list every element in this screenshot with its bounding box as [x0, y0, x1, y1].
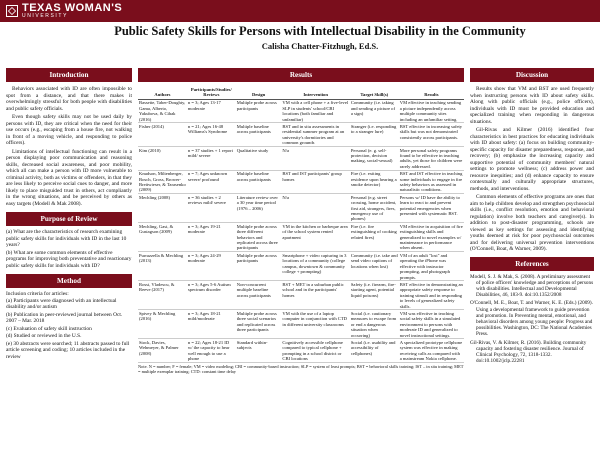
university-logo — [6, 3, 122, 19]
table-cell: Multiple probe across participants — [236, 252, 282, 281]
references-list — [470, 274, 594, 365]
intro-heading: Introduction — [6, 68, 132, 82]
table-cell: VM effective in teaching sending a picture independently across multiple community sites including an unfamiliar setting. — [399, 99, 464, 123]
table-cell: VM with the use of a laptop computer in conjunction with CTD in different university classrooms — [281, 310, 349, 339]
table-cell: Fire (i.e. fire extinguishing of cooking related fires) — [350, 223, 399, 252]
method-item: (e) 30 abstracts were searched; 11 abstracts passed to full article screening and coding; 10 articles included in the review — [6, 340, 130, 360]
table-cell: Persons w/ ID have the ability to learn to react to and prevent potential emergencies when presented with systematic BST. — [399, 194, 464, 223]
seal-icon — [6, 5, 18, 17]
table-cell: Personal (e.g. street crossing, home accident, first aid, strangers, fires, emergency use of phones) — [350, 194, 399, 223]
table-cell: Purrazzella & Mechling (2013) — [138, 252, 187, 281]
table-cell: Spivey & Mechling (2016) — [138, 310, 187, 339]
table-row — [138, 123, 464, 147]
table-cell: More personal safety programs found to be effective in teaching adults, yet those for children were rarely addressed. — [399, 147, 463, 169]
table-body — [138, 99, 464, 362]
table-cell: n = 3; Ages 13-17 moderate — [187, 99, 236, 123]
table-cell: Community (i.e. take and send video captions of locations when lost) — [350, 252, 399, 281]
purpose-list — [6, 229, 132, 269]
method-item: (b) Publication in peer-reviewed journal between Oct. 2007 – Mar. 2018 — [6, 311, 123, 324]
results-table — [138, 86, 464, 363]
table-cell: VM effective in acquisition of fire extinguishing skills and generalized to novel examples w/ maintenance in performance when absent. — [399, 223, 463, 251]
right-column — [470, 68, 594, 366]
header-bar — [0, 0, 600, 22]
column-header: Authors — [138, 86, 187, 99]
table-cell: BST + MET in a suburban public school and in the participants' homes — [281, 281, 349, 310]
logo-name: TEXAS WOMAN'S — [22, 2, 123, 14]
table-cell: Smartphone + video capturing in 3 locations of a community (college campus, downtown & community college + prompting) — [281, 252, 349, 281]
table-cell: Multiple baseline across participants — [236, 170, 282, 194]
table-cell: BST effective in demonstrating an appropriate safety response to training stimuli and in responding to levels of generalized safety skills. — [399, 281, 463, 309]
table-cell: Community (i.e. taking and sending a picture of a sign) — [350, 99, 399, 123]
table-cell: Safety (i.e. firearm, fire-starting agent, potential liquid poisons) — [350, 281, 399, 310]
table-cell: n = 22; Ages 18-21 ID w/ the capacity to hear well enough to use a phone — [187, 339, 236, 363]
table-cell: Fisher (2014) — [138, 123, 187, 147]
table-cell: Kim (2010) — [138, 147, 187, 171]
table-cell: Social (i.e. cautionary measures to escape from or end a dangerous situation when occurring) — [350, 310, 399, 339]
table-cell: Multiple probe across three different behaviors and replicated across three participants — [236, 223, 282, 252]
table-row — [138, 223, 464, 252]
column-header: Design — [236, 86, 282, 99]
table-cell: Stock, Davies, Wehmeyer, & Palmer (2008) — [138, 339, 187, 363]
table-cell: n = 37 studies + 1 report mild/ severe — [187, 147, 236, 171]
table-row — [138, 99, 464, 123]
table-cell: n = 7; Ages unknown severe/ profound — [187, 170, 236, 194]
method-item: (d) Studied or reviewed in the U.S. — [6, 333, 82, 339]
discussion-text — [470, 86, 594, 253]
purpose-item: (b) What are some common elements of effective programs for improving both preventative and reactionary public safety skills for individuals with ID? — [6, 249, 132, 269]
method-heading: Method — [6, 274, 132, 288]
table-cell: BST and in situ assessments in residential summer program at an university's dormitories and common grounds — [281, 123, 349, 147]
table-cell: Multiple probe across three social scenarios and replicated across three participants — [236, 310, 282, 339]
table-cell: N/a — [281, 194, 349, 223]
table-row — [138, 170, 464, 194]
table-cell: Fire (i.e. exiting residence upon hearing a smoke detector) — [350, 170, 399, 194]
purpose-heading: Purpose of Review — [6, 212, 132, 226]
table-cell: BST effective in increasing safety skills but was not demonstrated consistently across participants. — [399, 123, 464, 147]
table-cell: Knudson, Miltenberger, Bosch, Gross, Brower-Breitwieser, & Tarasenko (2009) — [139, 171, 186, 193]
table-cell: BST and IST participants' group homes — [281, 170, 349, 194]
results-heading: Results — [138, 68, 464, 82]
table-cell: Cognitively accessible cellphone compared to typical cellphone + prompting in a school district or CBI locations — [281, 339, 349, 363]
column-header: Target Skill(s) — [350, 86, 399, 99]
table-row — [138, 310, 464, 339]
table-cell: Bassette, Taber-Doughty, Gama, Alberto, Yakubova, & Cihak (2016) — [139, 100, 186, 122]
table-cell: n = 3; Ages 5-6 Autism spectrum disorder — [187, 281, 236, 310]
table-cell: VM was effective in teaching social safety skills in a simulated environment to persons with moderate ID and generalized to novel instructional settings. — [399, 310, 464, 339]
table-cell: N/a — [281, 147, 349, 171]
table-cell: VM of an adult "lost" and operating the iPhone was effective with instructor prompting, and photograph prompts. — [399, 252, 464, 281]
intro-paragraph: Even though safety skills may not be used daily by persons with ID, they are critical when the need for their use occurs (e.g., escaping from a house fire, not walking in front of a moving vehicle, and responding to police officers). — [6, 114, 132, 146]
table-row — [138, 339, 464, 363]
table-cell: VM with a cell phone + a five-level SLP in students' school/CBI locations (both familiar and unfamiliar) — [282, 100, 349, 122]
method-item: (c) Evaluation of safety skill instruction — [6, 325, 92, 332]
table-cell: A specialized prototype cellphone system was effective in making receiving calls as compared with a mainstream Nokia cellphone. — [399, 339, 463, 362]
intro-paragraph: Limitations of intellectual functioning can result in a person displaying poor communication and reasoning skills, decreased social awareness, and poor mobility, which all can make a person with ID more vulnerable to criminal activity, both as victims or offenders, in that they are less likely to perceive social cues to danger, and more likely to place misguided trust in others, act compliantly in the wrong situations, and be perceived by others as easy targets (Modell & Mak 2008). — [6, 148, 132, 207]
discussion-paragraph: Common elements of effective programs are ones that aim to help children develop and strengthen psychosocial skills (i.e., conflict resolution, emotion and behavioral regulation) involve both teachers and caregiver(s). In addition to post-disaster programming, schools are viewed as key settings for assessing and identifying youths deemed at risk for poor psychosocial outcomes and for delivering universal prevention interventions (O'Connell, Boat, & Warner, 2009). — [470, 194, 594, 252]
column-header: Participants/Studies/ Reviews — [187, 86, 236, 99]
table-cell: n = 36 studies + 2 reviews mild/ severe — [187, 194, 236, 223]
logo-sub: UNIVERSITY — [22, 13, 69, 19]
discussion-heading: Discussion — [470, 68, 594, 82]
table-cell: Literature review over a 30 year time period (1976 – 2006) — [236, 194, 282, 223]
table-cell: Personal (e. g. self-protection, decision making, social-sexual) — [350, 147, 399, 171]
reference-item: Modell, S. J. & Mak, S. (2008). A preliminary assessment of police officers' knowledge and perceptions of persons with disabilities. Intellectual and Developmental Disabilities, 46, 183-9. doi:10.1352/2008 — [470, 273, 594, 299]
poster-authors: Calisha Chatter-Fitzhugh, Ed.S. — [261, 41, 379, 51]
table-cell: Stranger (i.e. responding to a stranger lure) — [350, 123, 399, 147]
reference-item: O'Connell, M. E., Boat, T. and Warner, K. E. (Eds.) (2009). Using a developmental framework to guide prevention and promotion. In Preventing mental, emotional, and behavioral disorders among young people: Progress and possibilities. Washington, DC: The National Academies Press. — [470, 300, 593, 338]
poster-title: Public Safety Skills for Persons with Intellectual Disability in the Community — [114, 24, 526, 38]
table-cell: n = 3; Ages 24-29 moderate — [187, 252, 236, 281]
table-cell: Multiple baseline across participants — [236, 123, 282, 147]
table-note: Note. N = number; F = female; VM = video modeling; CBI = community-based instruction; SLP = system of least prompts; BST = behavioral skills training; IST – in situ training; MET = multiple exemplar training; CTD: constant time delay — [138, 364, 464, 375]
reference-item: Gil-Rivas, V. & Kilmer, R. (2016). Building community capacity and fostering disaster resilience. Journal of Clinical Psychology, 72, 1318-1332. doi:10.1002/jclp.22281 — [470, 339, 587, 365]
table-cell: VM in the kitchen or barbeque area of the school system rented apartment — [281, 223, 349, 252]
table-row — [138, 281, 464, 310]
discussion-paragraph: Results show that VM and BST are used frequently when instructing persons with ID about safety skills. Along with public officials (e.g., police officers), individuals with ID must be provided education and specialized training when responding in dangerous situations. — [470, 86, 594, 125]
intro-paragraph: Behaviors associated with ID are often impossible to spot from a distance, and that there makes it overwhelmingly stressful for both people with disabilities and public safety officials. — [6, 86, 132, 112]
table-cell: BST and IST effective in teaching some individuals to engage in fire safety behaviors as assessed in naturalistic conditions. — [399, 171, 463, 193]
references-heading: References — [470, 257, 594, 271]
table-row — [138, 252, 464, 281]
table-cell: Rossi, Vladescu, & Reeve (2017) — [138, 281, 187, 310]
table-row — [138, 194, 464, 223]
table-cell: n = 21; Ages 16-48 Williams's Syndrome — [187, 123, 236, 147]
table-cell: Standard within-subjects — [236, 339, 282, 363]
table-row — [138, 147, 464, 171]
left-column — [6, 68, 132, 361]
purpose-item: (a) What are the characteristics of research examining public safety skills for individuals with ID in the last 10 years? — [6, 229, 127, 248]
table-cell: Mechling (2008) — [138, 194, 187, 223]
middle-column — [138, 68, 464, 374]
method-item: (a) Participants were diagnosed with an intellectual disability and/or autism — [6, 297, 117, 310]
intro-text — [6, 86, 132, 207]
table-cell: n = 3; Ages 19-21 moderate — [187, 223, 236, 252]
column-header: Intervention — [281, 86, 349, 99]
table-cell: n = 3; Ages 18-21 mild/moderate — [187, 310, 236, 339]
method-list — [6, 298, 132, 361]
table-cell: Mechling, Gast, & Gustagson (2009) — [138, 223, 187, 252]
column-header: Results — [399, 86, 464, 99]
table-header-row — [138, 86, 464, 99]
discussion-paragraph: Gil-Rivas and Kilmer (2016) identified four characteristics in best practices for educating individuals with ID about safety: (a) focus on building community-specific capacity for disaster preparedness, response, and recovery; (b) emphasize the increasing capacity and supportive potential of community members' natural settings to promote wellness; (c) address power and resource inequities; and (d) enhance capacity to ensure contextually and culturally appropriate structures, methods, and interventions. — [470, 127, 594, 192]
table-cell: Non-concurrent multiple baseline across participants — [236, 281, 282, 310]
method-lead: Inclusion criteria for articles: — [6, 291, 69, 297]
table-cell: Multiple probe across participants — [236, 99, 282, 123]
table-cell: Qualitative study — [236, 147, 282, 171]
table-cell: Social (i.e. usability and accessibility of cellphones) — [350, 339, 399, 363]
